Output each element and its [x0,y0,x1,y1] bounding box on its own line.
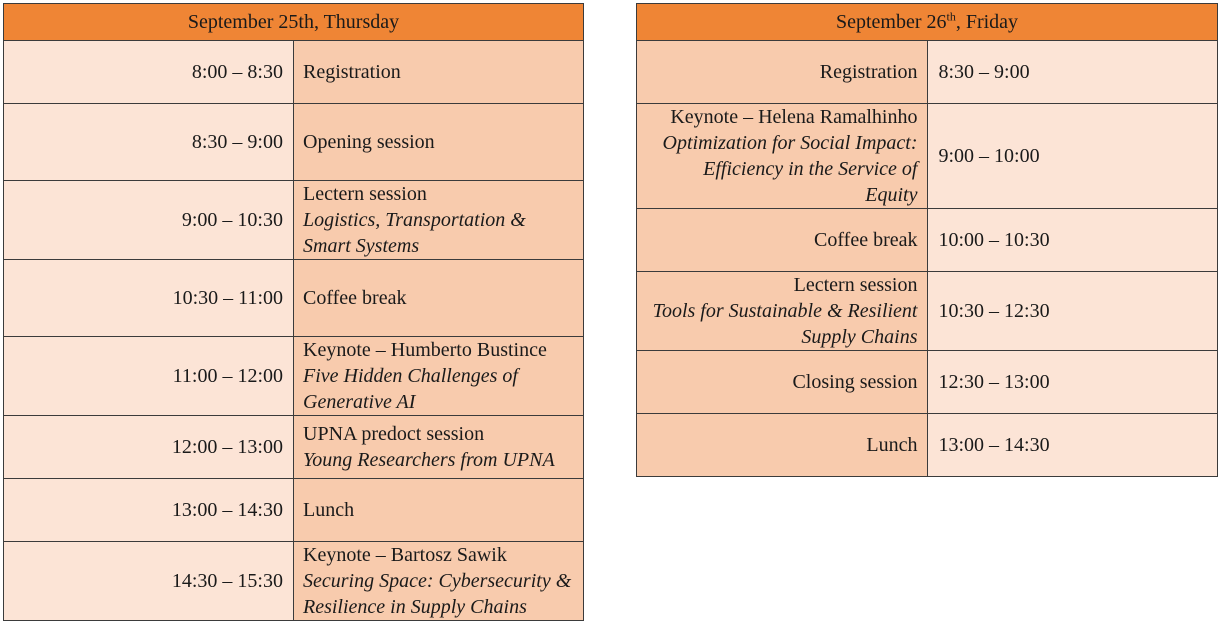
session-title: Closing session [792,371,918,393]
session-subtitle: Optimization for Social Impact: Efficiency in the Service of Equity [662,132,918,206]
session-title: Coffee break [303,287,407,309]
day-header-date: September 26 [835,11,947,33]
session-title: UPNA predoct session [303,423,485,445]
day-header-suffix: th [298,11,314,33]
session-description [294,337,584,416]
session-title: Registration [819,61,918,83]
session-time: 10:30 – 12:30 [927,272,1218,351]
day-header-weekday: , Thursday [313,11,400,33]
session-time: 8:00 – 8:30 [4,41,294,104]
day-header-weekday: , Friday [955,11,1019,33]
session-row [4,337,584,416]
session-description [294,181,584,260]
session-time: 8:30 – 9:00 [4,104,294,181]
day-header-date: September 25 [187,11,299,33]
session-title: Coffee break [814,229,918,251]
session-row [4,181,584,260]
session-title: Keynote – Bartosz Sawik [303,544,507,566]
session-row [637,41,1218,104]
session-description [294,416,584,479]
session-row [637,209,1218,272]
session-description [637,209,928,272]
session-subtitle: Tools for Sustainable & Resilient Supply Chains [652,300,918,348]
session-time: 12:00 – 13:00 [4,416,294,479]
session-time: 13:00 – 14:30 [927,414,1218,477]
session-time: 8:30 – 9:00 [927,41,1218,104]
session-row [637,414,1218,477]
day-header-thursday [4,4,584,41]
day-header-row [4,4,584,41]
session-description [637,351,928,414]
session-title: Registration [303,61,401,83]
session-description [294,479,584,542]
session-description [637,272,928,351]
session-row [637,351,1218,414]
session-subtitle: Logistics, Transportation & Smart Systems [303,209,526,257]
schedule-thursday [3,3,584,621]
day-header-friday [637,4,1218,41]
session-title: Lunch [303,499,355,521]
session-time: 10:30 – 11:00 [4,260,294,337]
session-row [4,104,584,181]
session-description [294,104,584,181]
session-description [294,41,584,104]
day-header-row [637,4,1218,41]
session-description [637,414,928,477]
session-time: 12:30 – 13:00 [927,351,1218,414]
session-row [637,272,1218,351]
session-row [4,41,584,104]
session-row [4,542,584,621]
session-subtitle: Five Hidden Challenges of Generative AI [303,365,518,413]
schedule-friday [636,3,1218,477]
session-title: Lectern session [793,274,918,296]
session-row [4,416,584,479]
session-time: 9:00 – 10:30 [4,181,294,260]
session-subtitle: Young Researchers from UPNA [303,449,555,471]
session-description [294,260,584,337]
session-time: 10:00 – 10:30 [927,209,1218,272]
session-time: 11:00 – 12:00 [4,337,294,416]
day-header-suffix: th [946,9,956,24]
session-title: Keynote – Helena Ramalhinho [670,106,918,128]
session-title: Opening session [303,131,435,153]
session-description [294,542,584,621]
session-row [4,479,584,542]
session-time: 14:30 – 15:30 [4,542,294,621]
session-title: Lectern session [303,183,427,205]
session-row [637,104,1218,209]
session-title: Lunch [866,434,918,456]
session-title: Keynote – Humberto Bustince [303,339,547,361]
session-time: 9:00 – 10:00 [927,104,1218,209]
session-time: 13:00 – 14:30 [4,479,294,542]
session-subtitle: Securing Space: Cybersecurity & Resilience in Supply Chains [303,570,572,618]
session-description [637,104,928,209]
session-row [4,260,584,337]
session-description [637,41,928,104]
